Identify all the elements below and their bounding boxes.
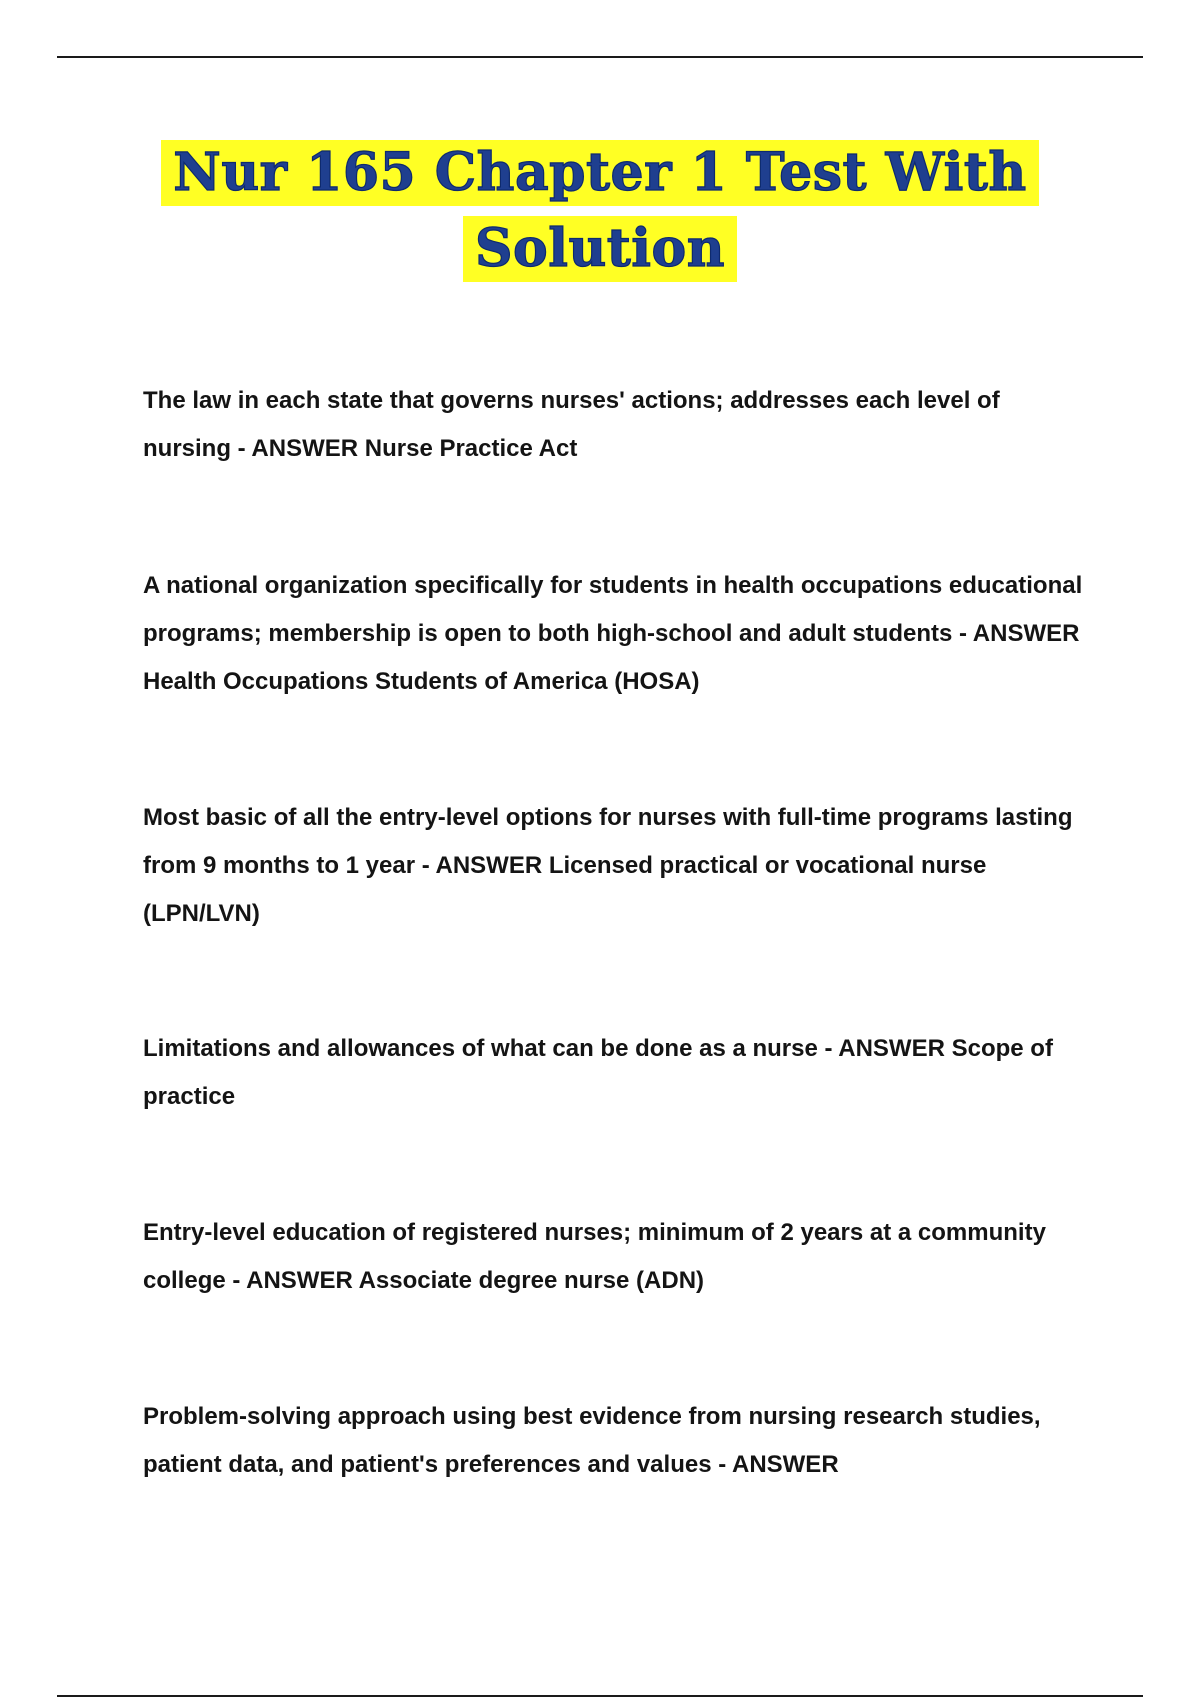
header-rule [57, 56, 1143, 58]
qa-item-lpn-lvn: Most basic of all the entry-level options for nurses with full-time programs lasting from 9 months to 1 year - ANSWER Licensed practical or vocational nurse (LPN/LVN) [143, 804, 1073, 927]
footer-rule [57, 1695, 1143, 1697]
document-title [0, 140, 1200, 282]
qa-item-scope-of-practice: Limitations and allowances of what can be done as a nurse - ANSWER Scope of practice [143, 1035, 1053, 1110]
qa-item-evidence-based-practice: Problem-solving approach using best evidence from nursing research studies, patient data, and patient's preferences and values - ANSWER [143, 1403, 1041, 1478]
title-line-2: Solution [463, 216, 737, 282]
qa-item-hosa: A national organization specifically for students in health occupations educational programs; membership is open to both high-school and adult students - ANSWER Health Occupations Students of America (HOSA) [143, 572, 1083, 695]
qa-item-nurse-practice-act: The law in each state that governs nurses' actions; addresses each level of nursing - ANSWER Nurse Practice Act [143, 387, 1000, 462]
qa-item-adn: Entry-level education of registered nurses; minimum of 2 years at a community college - ANSWER Associate degree nurse (ADN) [143, 1219, 1046, 1294]
title-line-1: Nur 165 Chapter 1 Test With [161, 140, 1038, 206]
